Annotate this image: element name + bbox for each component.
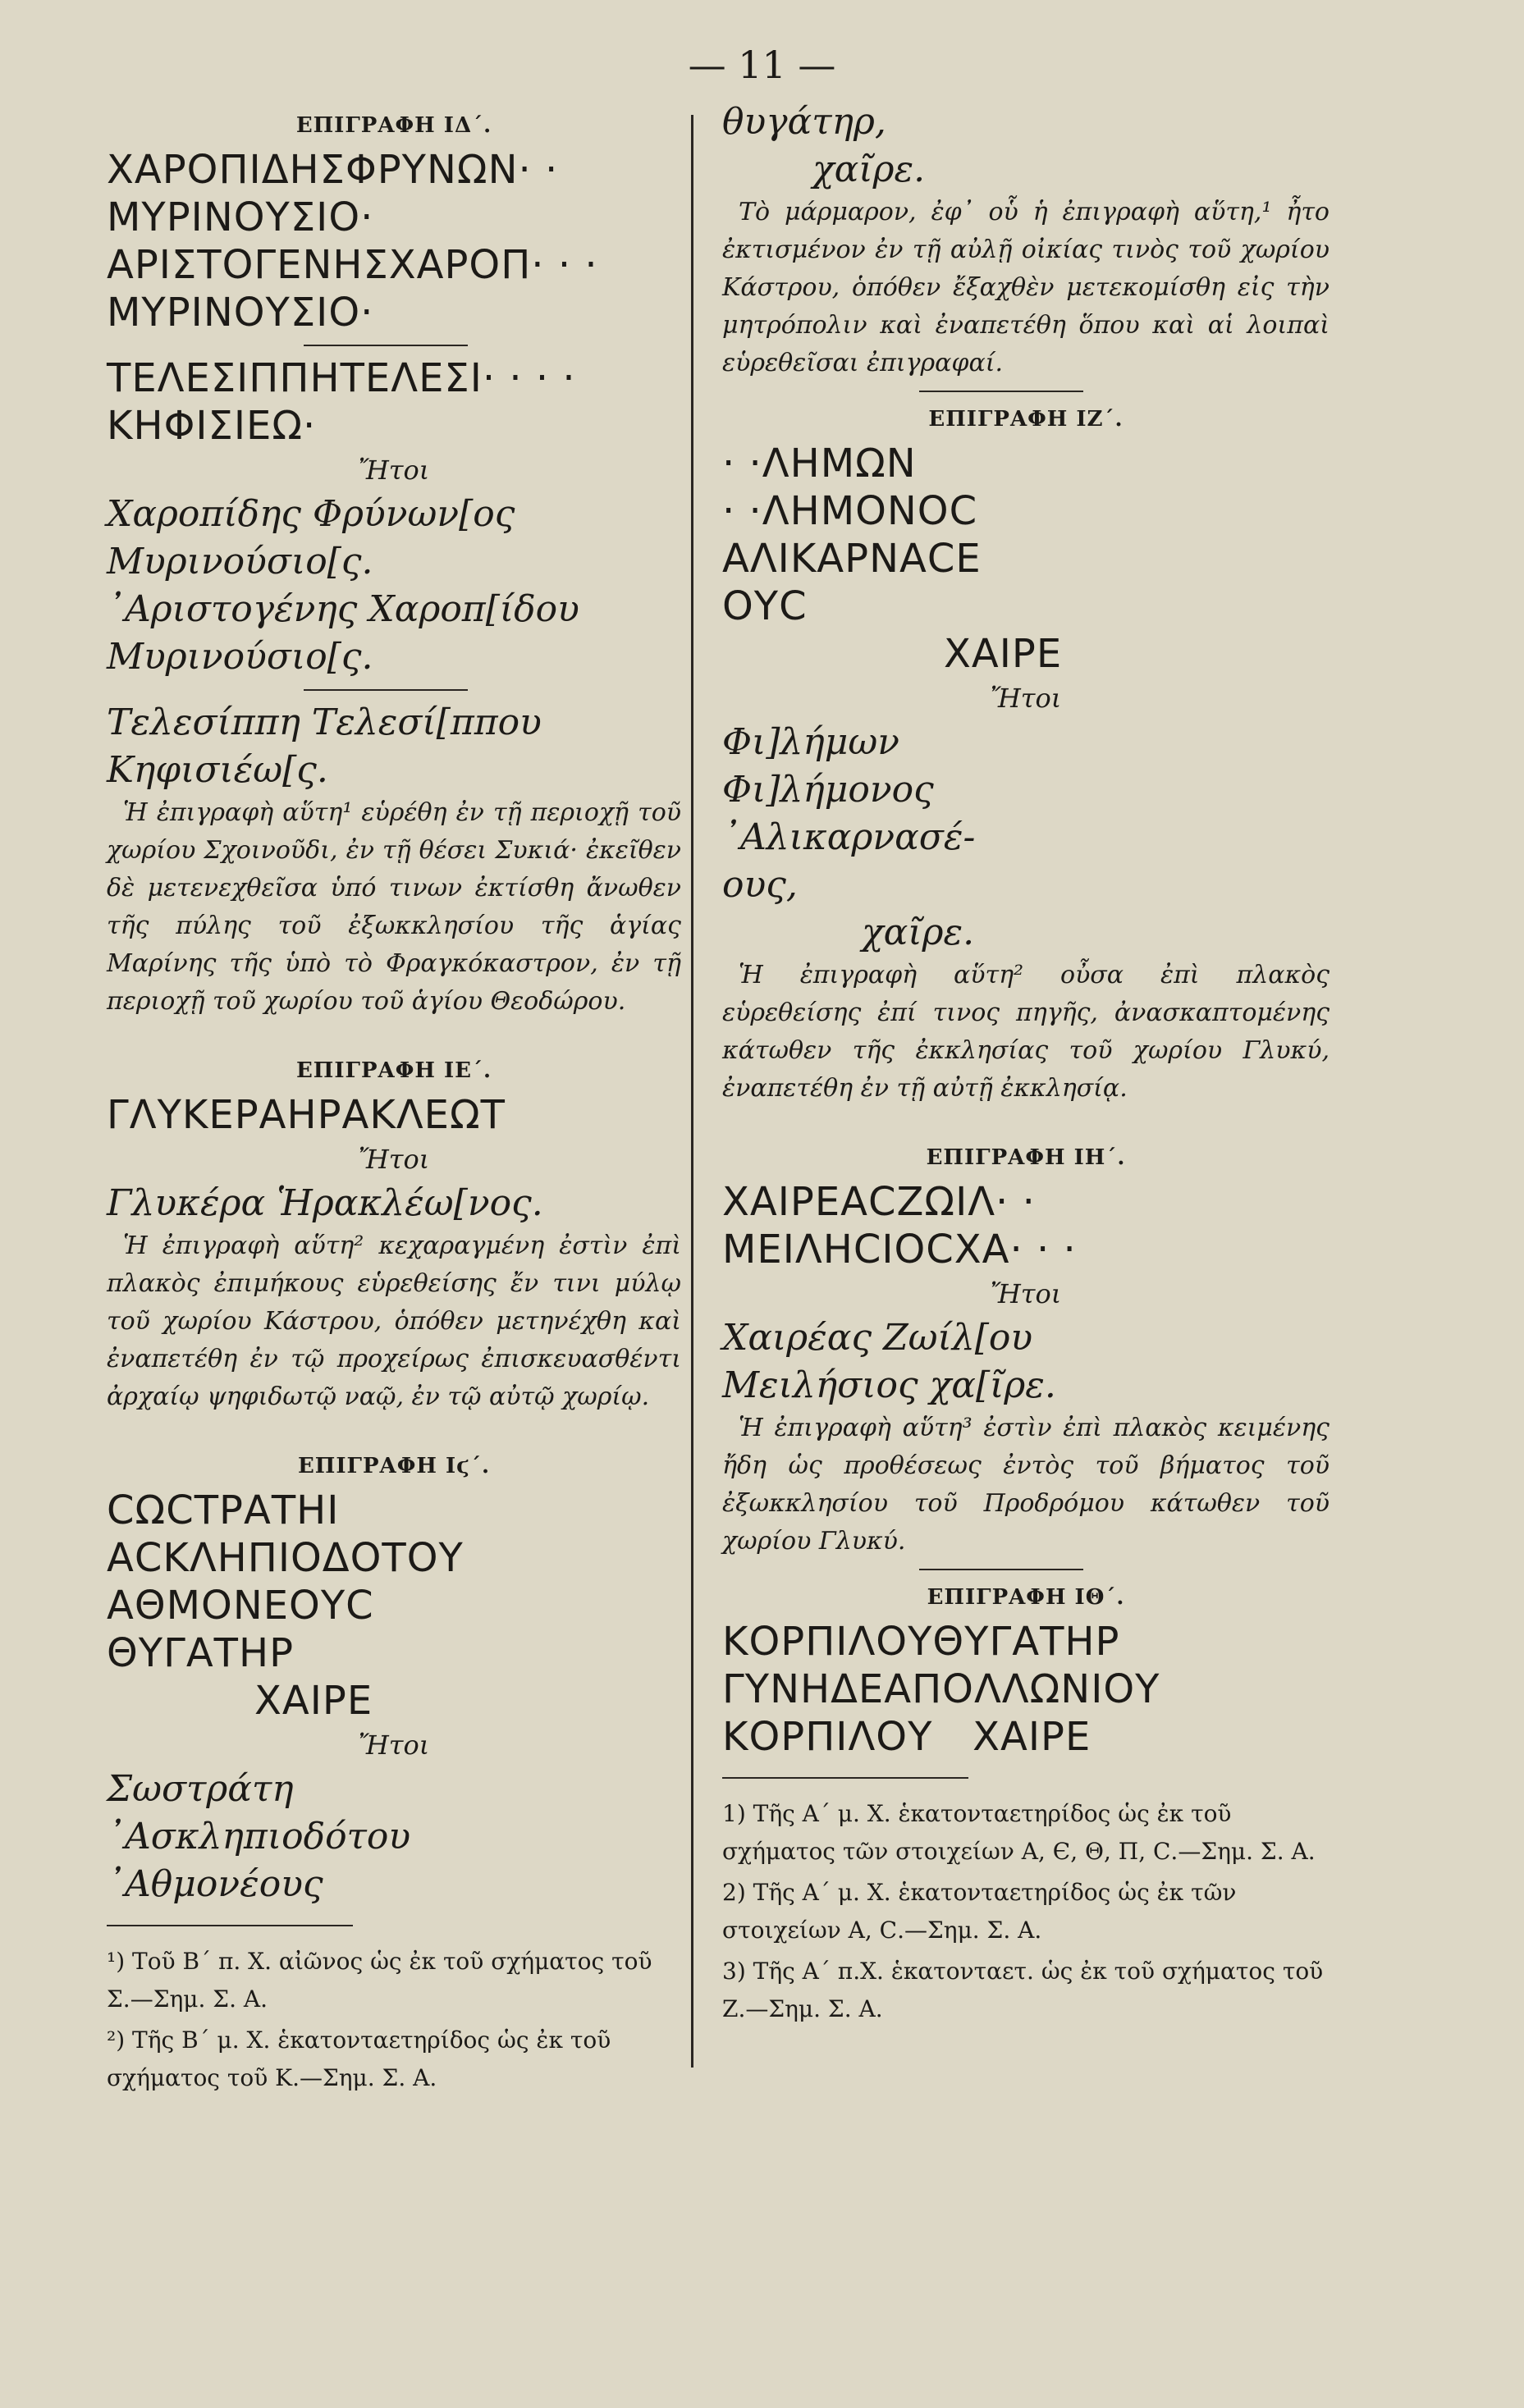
heading-15: ΕΠΙΓΡΑΦΗ ΙΕ΄.	[295, 1058, 492, 1083]
inscription-14b: ΤΕΛΕΣΙΠΠΗΤΕΛΕΣΙ· · · · ΚΗΦΙΣΙΕΩ·	[107, 355, 576, 449]
commentary-14: Ἡ ἐπιγραφὴ αὕτη¹ εὑρέθη ἐν τῇ περιοχῇ τοῦ χωρίου Σχοινοῦδι, ἐν τῇ θέσει Συκιά· ἐκεῖθεν δὲ μετενεχθεῖσα ὑπό τινων ἐκτίσθη ἄνωθεν τῆς πύλης τοῦ ἐξωκκλησίου τῆς ἁγίας Μαρίνης τῆς ὑπὸ τὸ Φραγκόκαστρον, ἐν τῇ περιοχῇ τοῦ χωρίου τοῦ ἁγίου Θεοδώρου.	[107, 798, 681, 1016]
rule	[919, 391, 1083, 392]
footnote-rule	[722, 1777, 968, 1779]
continuation-line-2: χαῖρε.	[812, 149, 926, 190]
continuation-line-1: θυγάτηρ,	[722, 101, 886, 143]
transcription-16: Σωστράτη ᾿Ασκληπιοδότου ᾿Αθμονέους	[107, 1768, 411, 1905]
inscription-15: ΓΛΥΚΕΡΑΗΡΑΚΛΕΩΤ	[107, 1092, 506, 1138]
inscription-17: · ·ΛΗΜΩΝ · ·ΛΗΜΟΝΟϹ ΑΛΙΚΑΡΝΑϹΕ ΟΥϹ	[722, 441, 982, 629]
commentary-18: Ἡ ἐπιγραφὴ αὕτη³ ἐστὶν ἐπὶ πλακὸς κειμένης ἤδη ὡς προθέσεως ἐντὸς τοῦ βήματος τοῦ ἐξωκκλησίου τοῦ Προδρόμου κάτωθεν τοῦ χωρίου Γλυκύ.	[722, 1414, 1329, 1556]
inscription-19: ΚΟΡΠΙΛΟΥΘΥΓΑΤΗΡ ΓΥΝΗΔΕΑΠΟΛΛΩΝΙΟΥ ΚΟΡΠΙΛΟΥ ΧΑΙΡΕ	[722, 1619, 1160, 1760]
inscription-17-chaire: ΧΑΙΡΕ	[944, 631, 1063, 677]
heading-17: ΕΠΙΓΡΑΦΗ ΙΖ΄.	[928, 407, 1124, 432]
heading-18: ΕΠΙΓΡΑΦΗ ΙΗ΄.	[926, 1145, 1126, 1170]
footnote-2: 2) Τῆς Α΄ μ. Χ. ἑκατονταετηρίδος ὡς ἐκ τῶν στοιχείων Α, Ϲ.—Σημ. Σ. Α.	[722, 1879, 1237, 1944]
rule	[919, 1569, 1083, 1570]
footnote-1: 1) Τῆς Α΄ μ. Χ. ἑκατονταετηρίδος ὡς ἐκ τοῦ σχήματος τῶν στοιχείων Α, Є, Θ, Π, Ϲ.—Σημ. Σ. Α.	[722, 1800, 1316, 1865]
etoi-16: Ἤτοι	[358, 1729, 430, 1761]
transcription-17: Φι]λήμων Φι]λήμονος ᾿Αλικαρνασέ- ους,	[722, 721, 976, 906]
rule	[304, 345, 468, 346]
inscription-16: ϹΩϹΤΡΑΤΗΙ ΑϹΚΛΗΠΙΟΔΟΤΟΥ ΑΘΜΟΝΕΟΥϹ ΘΥΓΑΤΗΡ	[107, 1487, 464, 1676]
inscription-18: ΧΑΙΡΕΑϹΖΩΙΛ· · ΜΕΙΛΗϹΙΟϹΧΑ· · ·	[722, 1179, 1077, 1273]
footnotes-left	[107, 1943, 681, 2097]
transcription-17-chaire: χαῖρε.	[862, 912, 975, 953]
footnote-rule	[107, 1925, 353, 1926]
etoi-18: Ἤτοι	[990, 1278, 1062, 1309]
left-column	[107, 98, 681, 2100]
footnote-2: ²) Τῆς Β΄ μ. Χ. ἑκατονταετηρίδος ὡς ἐκ τοῦ σχήματος τοῦ Κ.—Σημ. Σ. Α.	[107, 2026, 611, 2091]
transcription-18: Χαιρέας Ζωίλ[ου Μειλήσιος χα[ῖρε.	[722, 1317, 1056, 1406]
commentary-15: Ἡ ἐπιγραφὴ αὕτη² κεχαραγμένη ἐστὶν ἐπὶ πλακὸς ἐπιμήκους εὑρεθείσης ἔν τινι μύλῳ τοῦ χωρίου Κάστρου, ὁπόθεν μετηνέχθη καὶ ἐναπετέθη ἐν τῷ προχείρως ἐπισκευασθέντι ἀρχαίῳ ψηφιδωτῷ ναῷ, ἐν τῷ αὐτῷ χωρίῳ.	[107, 1231, 681, 1411]
inscription-16-chaire: ΧΑΙΡΕ	[254, 1678, 373, 1724]
heading-14: ΕΠΙΓΡΑΦΗ ΙΔ΄.	[295, 113, 492, 138]
transcription-14b: Τελεσίππη Τελεσί[ππου Κηφισιέω[ς.	[107, 701, 542, 791]
footnote-1: ¹) Τοῦ Β΄ π. Χ. αἰῶνος ὡς ἐκ τοῦ σχήματος τοῦ Σ.—Σημ. Σ. Α.	[107, 1948, 652, 2013]
etoi-15: Ἤτοι	[358, 1144, 430, 1175]
footnote-3: 3) Τῆς Α΄ π.Χ. ἑκατονταετ. ὡς ἐκ τοῦ σχήματος τοῦ Ζ.—Σημ. Σ. Α.	[722, 1958, 1324, 2022]
inscription-14a: ΧΑΡΟΠΙΔΗΣΦΡΥΝΩΝ· · ΜΥΡΙΝΟΥΣΙΟ· ΑΡΙΣΤΟΓΕΝΗΣΧΑΡΟΠ· · · ΜΥΡΙΝΟΥΣΙΟ·	[107, 147, 598, 336]
transcription-15: Γλυκέρα Ἡρακλέω[νος.	[107, 1182, 543, 1224]
column-divider	[691, 115, 693, 2068]
footnotes-right	[722, 1795, 1329, 2028]
right-column	[722, 98, 1329, 2031]
etoi-14: Ἤτοι	[358, 455, 430, 486]
page-number: — 11 —	[688, 43, 836, 87]
commentary-16: Τὸ μάρμαρον, ἐφ᾿ οὗ ἡ ἐπιγραφὴ αὕτη,¹ ἦτο ἐκτισμένον ἐν τῇ αὐλῇ οἰκίας τινὸς τοῦ χωρίου Κάστρου, ὁπόθεν ἔξαχθὲν μετεκομίσθη εἰς τὴν μητρόπολιν καὶ ἐναπετέθη ὅπου καὶ αἱ λοιπαὶ εὑρεθεῖσαι ἐπιγραφαί.	[722, 198, 1329, 377]
heading-16: ΕΠΙΓΡΑΦΗ Ιϛ΄.	[297, 1454, 491, 1478]
commentary-17: Ἡ ἐπιγραφὴ αὕτη² οὖσα ἐπὶ πλακὸς εὑρεθείσης ἐπί τινος πηγῆς, ἀνασκαπτομένης κάτωθεν τῆς ἐκκλησίας τοῦ χωρίου Γλυκύ, ἐναπετέθη ἐν τῇ αὐτῇ ἐκκλησίᾳ.	[722, 961, 1329, 1103]
rule	[304, 689, 468, 691]
etoi-17: Ἤτοι	[990, 683, 1062, 714]
heading-19: ΕΠΙΓΡΑΦΗ ΙΘ΄.	[927, 1585, 1125, 1610]
transcription-14a: Χαροπίδης Φρύνων[ος Μυρινούσιο[ς. ᾿Αριστογένης Χαροπ[ίδου Μυρινούσιο[ς.	[107, 493, 579, 678]
